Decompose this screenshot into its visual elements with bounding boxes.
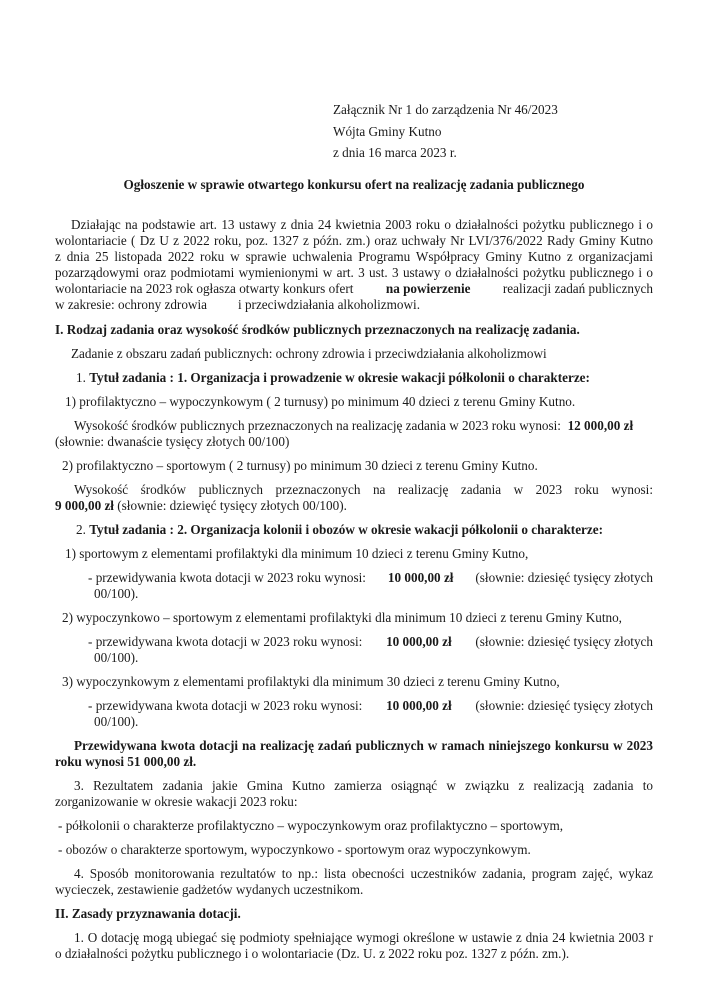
task2-item2-amount <box>88 634 653 650</box>
task1-item1: 1) profilaktyczno – wypoczynkowym ( 2 turnusy) po minimum 40 dzieci z terenu Gminy Kutno. <box>65 394 576 409</box>
attachment-header-line3: z dnia 16 marca 2023 r. <box>333 145 457 160</box>
task2-item3-amount-words: (słownie: dziesięć tysięcy złotych <box>475 698 653 713</box>
task1-amount1-text: Wysokość środków publicznych przeznaczonych na realizację zadania w 2023 roku wynosi: <box>74 418 561 433</box>
task1-amount2-line <box>55 498 347 514</box>
monitor-line-1: 4. Sposób monitorowania rezultatów to np.: lista obecności uczestników zadania, program zajęć, wykaz <box>74 866 653 881</box>
attachment-header-line1: Załącznik Nr 1 do zarządzenia Nr 46/2023 <box>333 102 558 117</box>
task2-item2-amount-value: 10 000,00 zł <box>386 634 452 649</box>
intro-line-4: pozarządowymi oraz podmiotami wymienionymi w art. 3 ust. 3 ustawy o działalności pożytku publicznego i o <box>55 265 653 280</box>
intro-line-3: z dnia 25 listopada 2022 roku w sprawie uchwalenia Programu Współpracy Gminy Kutno z organizacjami <box>55 249 653 264</box>
task2-title <box>76 522 603 538</box>
page-title: Ogłoszenie w sprawie otwartego konkursu ofert na realizację zadania publicznego <box>123 177 585 192</box>
task1-num: 1. <box>76 370 86 385</box>
task1-amount1-line <box>74 418 633 434</box>
intro-line-5b: na powierzenie <box>385 281 471 296</box>
section-1-heading: I. Rodzaj zadania oraz wysokość środków publicznych przeznaczonych na realizację zadania. <box>55 322 580 337</box>
task2-item2: 2) wypoczynkowo – sportowym z elementami profilaktyki dla minimum 10 dzieci z terenu Gminy Kutno, <box>62 610 622 625</box>
section2-p1-line-1: 1. O dotację mogą ubiegać się podmioty spełniające wymogi określone w ustawie z dnia 24 kwietnia 2003 r <box>74 930 653 945</box>
attachment-header-line2: Wójta Gminy Kutno <box>333 124 442 139</box>
total-line-1: Przewidywana kwota dotacji na realizację zadań publicznych w ramach niniejszego konkursu w 2023 <box>74 738 653 753</box>
result-bullet-2: - obozów o charakterze sportowym, wypoczynkowo - sportowym oraz wypoczynkowym. <box>58 842 531 857</box>
task2-item2-amount-words: (słownie: dziesięć tysięcy złotych <box>475 634 653 649</box>
task2-item3-amount-tail: 00/100). <box>94 714 139 729</box>
task1-title-text: Tytuł zadania : 1. Organizacja i prowadzenie w okresie wakacji półkolonii o charakterze: <box>89 370 590 385</box>
task1-amount2-words: (słownie: dziewięć tysięcy złotych 00/100). <box>117 498 347 513</box>
result-bullet-1: - półkolonii o charakterze profilaktyczno – wypoczynkowym oraz profilaktyczno – sportowym, <box>58 818 564 833</box>
task1-amount1-value: 12 000,00 zł <box>567 418 634 433</box>
task2-item2-amount-tail: 00/100). <box>94 650 139 665</box>
section2-p1-line-2: o działalności pożytku publicznego i o wolontariacie (Dz. U. z 2022 roku poz. 1327 z późn. zm.). <box>55 946 570 961</box>
monitor-line-2: wycieczek, zestawienie gadżetów wydanych uczestnikom. <box>55 882 364 897</box>
task2-item1-amount-text: - przewidywania kwota dotacji w 2023 roku wynosi: <box>88 570 366 585</box>
task2-item3-amount <box>88 698 653 714</box>
intro-line-5c: realizacji zadań publicznych <box>502 281 653 296</box>
task1-title <box>76 370 590 386</box>
result-line-2: zorganizowanie w okresie wakacji 2023 roku: <box>55 794 298 809</box>
intro-line-1: Działając na podstawie art. 13 ustawy z dnia 24 kwietnia 2003 roku o działalności pożytku publicznego i o <box>71 217 653 232</box>
result-line-1: 3. Rezultatem zadania jakie Gmina Kutno zamierza osiągnąć w związku z realizacją zadania to <box>74 778 653 793</box>
task2-item1-amount-value: 10 000,00 zł <box>387 570 454 585</box>
task2-item2-amount-text: - przewidywana kwota dotacji w 2023 roku wynosi: <box>88 634 363 649</box>
task2-item1-amount-tail: 00/100). <box>94 586 139 601</box>
task2-item3: 3) wypoczynkowym z elementami profilaktyki dla minimum 30 dzieci z terenu Gminy Kutno, <box>62 674 560 689</box>
task2-item3-amount-text: - przewidywana kwota dotacji w 2023 roku wynosi: <box>88 698 363 713</box>
task1-item2: 2) profilaktyczno – sportowym ( 2 turnusy) po minimum 30 dzieci z terenu Gminy Kutno. <box>62 458 538 473</box>
intro-line-2: wolontariacie ( Dz U z 2022 roku, poz. 1327 z późn. zm.) oraz uchwały Nr LVI/376/2022 Rady Gminy Kutno <box>55 233 653 248</box>
task2-item3-amount-value: 10 000,00 zł <box>386 698 452 713</box>
total-line-2: roku wynosi 51 000,00 zł. <box>55 754 197 769</box>
task1-amount2-text: Wysokość środków publicznych przeznaczonych na realizację zadania w 2023 roku wynosi: <box>74 482 653 497</box>
task2-item1: 1) sportowym z elementami profilaktyki dla minimum 10 dzieci z terenu Gminy Kutno, <box>65 546 529 561</box>
task2-item1-amount-words: (słownie: dziesięć tysięcy złotych <box>475 570 653 585</box>
task1-amount2-value: 9 000,00 zł <box>55 498 114 513</box>
task-area: Zadanie z obszaru zadań publicznych: ochrony zdrowia i przeciwdziałania alkoholizmowi <box>71 346 547 361</box>
task2-num: 2. <box>76 522 86 537</box>
task2-title-text: Tytuł zadania : 2. Organizacja kolonii i obozów w okresie wakacji półkolonii o charakterze: <box>89 522 603 537</box>
intro-line-5a: wolontariacie na 2023 rok ogłasza otwarty konkurs ofert <box>55 281 354 296</box>
task1-amount1-words: (słownie: dwanaście tysięcy złotych 00/100) <box>55 434 290 449</box>
intro-line-6b: i przeciwdziałania alkoholizmowi. <box>238 297 420 312</box>
section-2-heading: II. Zasady przyznawania dotacji. <box>55 906 241 921</box>
task2-item1-amount <box>88 570 653 586</box>
intro-line-6a: w zakresie: ochrony zdrowia <box>55 297 207 312</box>
intro-line-5 <box>55 281 653 297</box>
